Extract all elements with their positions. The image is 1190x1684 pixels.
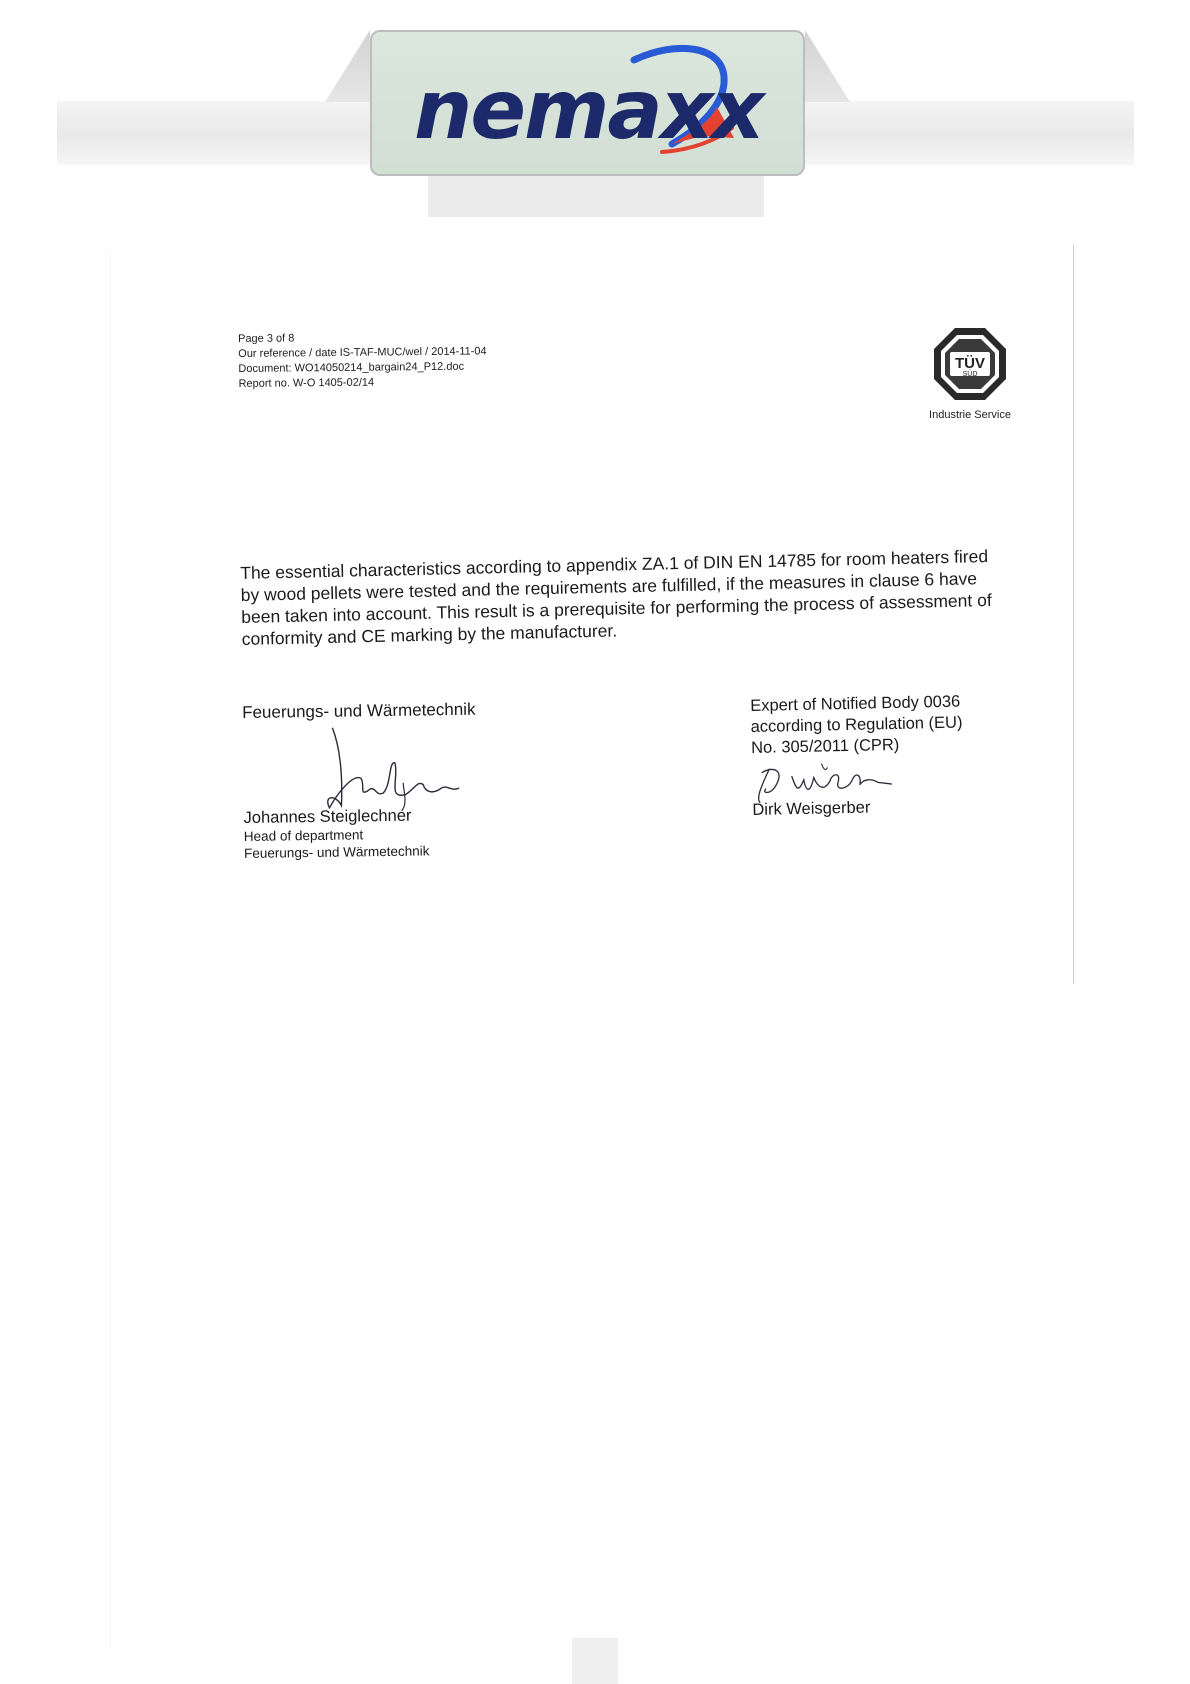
- document-line: Document: WO14050214_bargain24_P12.doc: [238, 360, 465, 375]
- logo-text: nemaxx: [414, 63, 763, 158]
- signatory-left-name: Johannes Steiglechner: [243, 806, 412, 827]
- certifier-caption: Industrie Service: [929, 409, 1011, 421]
- signatory-left-department: Feuerungs- und Wärmetechnik: [242, 699, 476, 722]
- tuv-seal-subtext: SÜD: [962, 371, 978, 378]
- body-paragraph: The essential characteristics according to appendix ZA.1 of DIN EN 14785 for room heaters fired by wood pellets were tested and the requirements are fulfilled, if the measures in clause 6 have been taken into account. This result is a prerequisite for performing the process of assessment of conformity and CE marking by the manufacturer.: [240, 546, 992, 649]
- page-footer-marker: [572, 1638, 618, 1684]
- tuv-seal-text: TÜV: [955, 355, 985, 372]
- signatory-right: [750, 690, 1053, 820]
- tuv-seal-block: [920, 326, 1020, 421]
- page-border-right: [1073, 244, 1074, 984]
- signatory-left-title: Head of department: [243, 827, 364, 844]
- document-meta: [238, 329, 487, 392]
- signatory-right-role-3: No. 305/2011 (CPR): [750, 735, 900, 757]
- signatory-right-name: Dirk Weisgerber: [752, 798, 871, 819]
- signatory-left: [242, 697, 644, 862]
- reference-line: Our reference / date IS-TAF-MUC/wel / 2014-11-04: [238, 345, 487, 360]
- report-number: Report no. W-O 1405-02/14: [238, 376, 375, 390]
- page-number: Page 3 of 8: [238, 332, 295, 345]
- nemaxx-logo-graphic: [372, 32, 803, 174]
- signatory-right-role-2: according to Regulation (EU): [750, 713, 963, 736]
- signatory-right-role-1: Expert of Notified Body 0036: [750, 692, 961, 715]
- tuv-seal-icon: [932, 326, 1008, 402]
- banner-wing-left: [325, 30, 370, 102]
- nemaxx-logo: [370, 30, 805, 176]
- signatory-left-unit: Feuerungs- und Wärmetechnik: [243, 843, 430, 861]
- signature-left: [282, 722, 483, 813]
- banner-wing-right: [805, 30, 850, 102]
- banner-tab: [428, 176, 764, 217]
- page-border-left: [110, 250, 111, 1650]
